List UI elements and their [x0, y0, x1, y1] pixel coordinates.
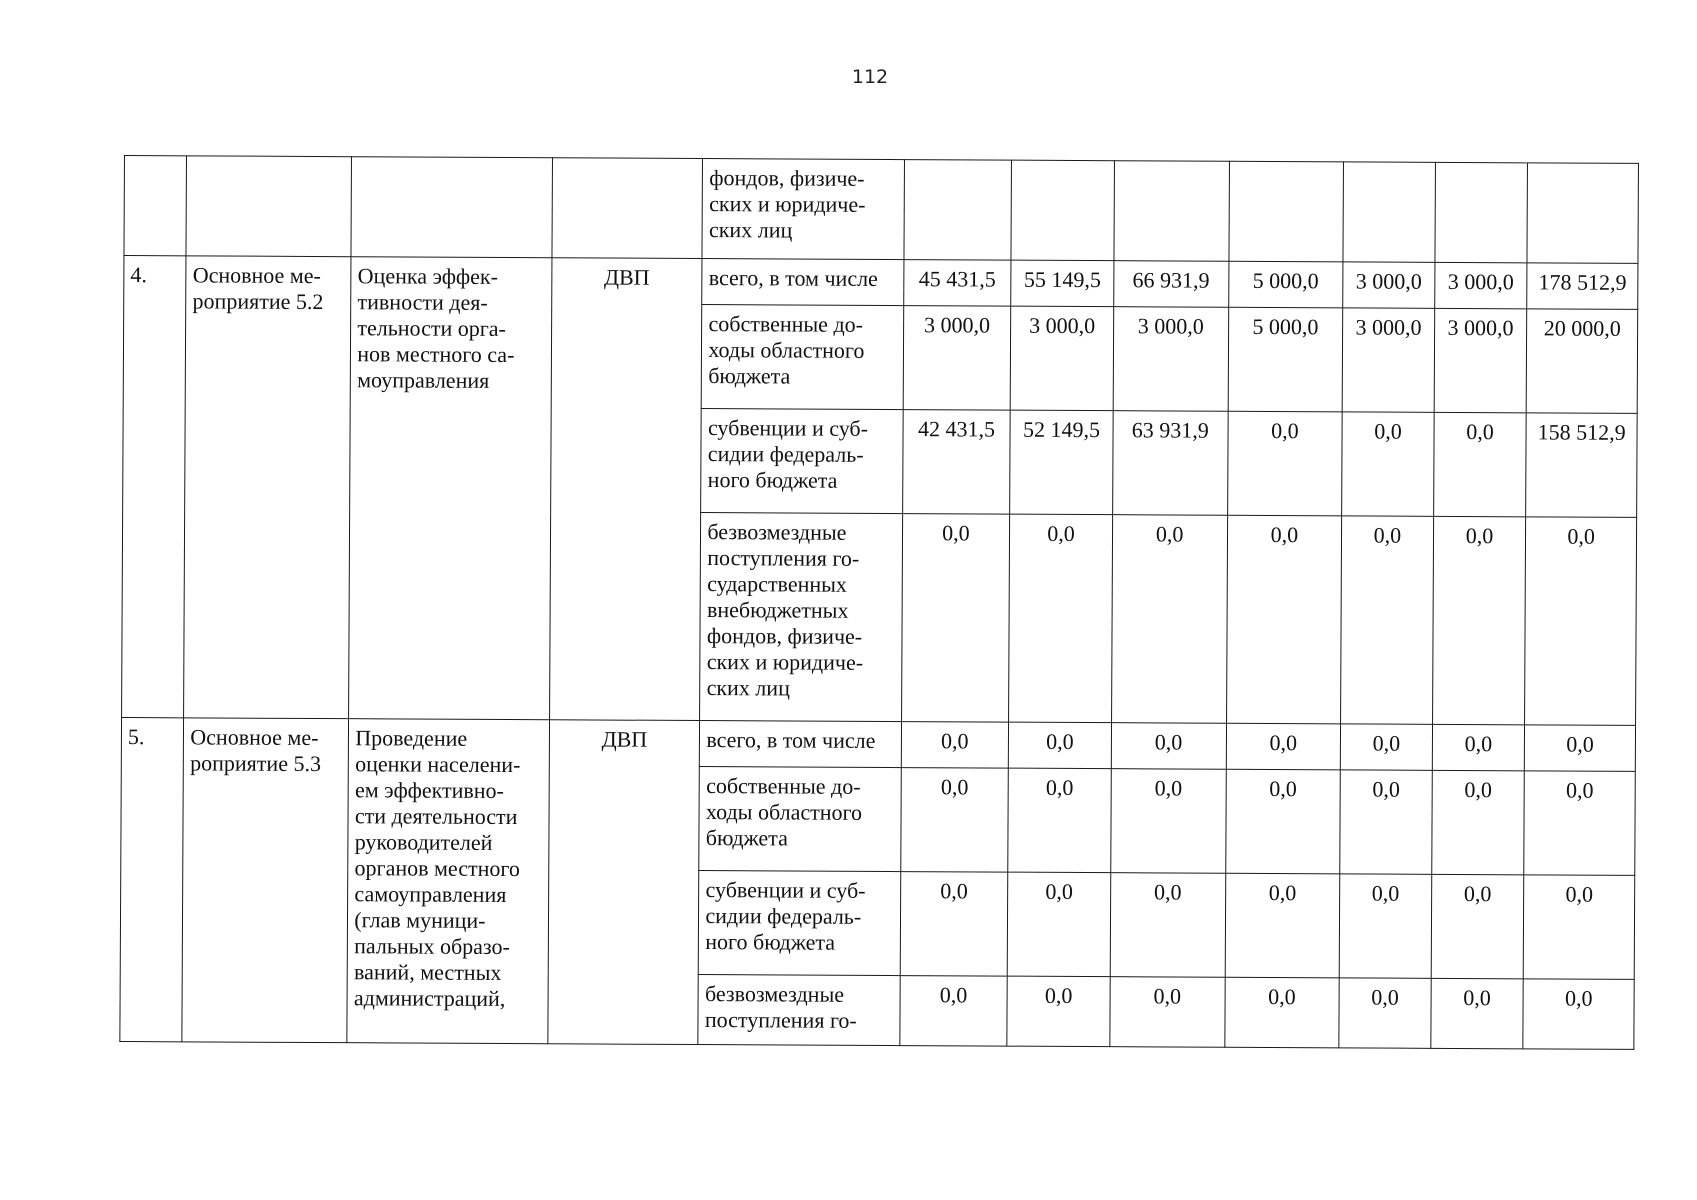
event-description: Проведение оценки населени- ем эффективно- сти деятельности руководителей органов местного самоуправления (глав муници- пальных образо- ваний, местных администраций,: [347, 719, 549, 1044]
value-cell: 55 149,5: [1011, 260, 1114, 307]
funding-source-label: безвозмездные поступления го-: [698, 975, 900, 1046]
value-cell: 0,0: [1342, 412, 1434, 516]
continuation-row: [124, 156, 1639, 264]
value-cell-empty: [1228, 161, 1343, 262]
value-cell: 42 431,5: [902, 410, 1010, 515]
value-cell: 0,0: [1339, 978, 1431, 1048]
value-cell: 0,0: [1431, 874, 1524, 978]
executor: ДВП: [547, 720, 700, 1045]
event-title: Основное ме- роприятие 5.2: [184, 256, 351, 719]
page-number: 112: [851, 66, 889, 88]
funding-source-label: всего, в том числе: [702, 259, 903, 306]
value-cell: 0,0: [1111, 769, 1226, 874]
value-cell: 0,0: [1007, 872, 1110, 977]
funding-source-label: субвенции и суб- сидии федераль- ного бюджета: [701, 409, 903, 514]
value-cell-empty: [1343, 162, 1435, 262]
value-cell: 0,0: [900, 768, 1008, 873]
value-cell: 0,0: [900, 872, 1008, 977]
value-cell: 0,0: [1340, 724, 1432, 770]
value-cell-empty: [1527, 163, 1638, 264]
funding-source-label: фондов, физиче- ских и юридиче- ских лиц: [702, 159, 904, 260]
value-cell: 3 000,0: [1434, 262, 1527, 308]
value-cell: 0,0: [1339, 874, 1431, 978]
value-cell: 0,0: [1111, 723, 1226, 770]
value-cell: 5 000,0: [1228, 307, 1343, 412]
value-cell: 0,0: [1225, 769, 1340, 874]
value-cell: 45 431,5: [903, 260, 1011, 307]
cell-event-empty: [186, 156, 351, 257]
value-cell: 0,0: [1110, 873, 1225, 978]
value-cell-total: 0,0: [1523, 979, 1634, 1050]
funding-source-label: всего, в том числе: [700, 721, 901, 768]
funding-source-label: собственные до- ходы областного бюджета: [699, 767, 901, 872]
budget-table: [119, 155, 1639, 1050]
value-cell: 0,0: [1007, 976, 1110, 1047]
cell-name-empty: [351, 157, 552, 258]
value-cell: 0,0: [899, 976, 1007, 1047]
cell-number-empty: [124, 156, 187, 256]
funding-source-label: безвозмездные поступления го- сударственных внебюджетных фондов, физиче- ских и юридиче- ских лиц: [700, 513, 902, 722]
value-cell: 0,0: [1431, 770, 1524, 874]
value-cell: 0,0: [1111, 515, 1227, 724]
value-cell: 0,0: [1341, 516, 1434, 724]
value-cell-total: 178 512,9: [1527, 263, 1638, 310]
value-cell: 0,0: [1432, 516, 1526, 724]
value-cell-total: 0,0: [1523, 875, 1634, 980]
value-cell-total: 0,0: [1524, 771, 1635, 876]
value-cell-total: 20 000,0: [1526, 309, 1637, 414]
value-cell-total: 0,0: [1525, 517, 1637, 726]
value-cell: 66 931,9: [1114, 261, 1229, 308]
value-cell: 0,0: [901, 514, 1010, 723]
value-cell: 3 000,0: [903, 306, 1011, 411]
value-cell-empty: [1114, 161, 1229, 262]
value-cell: 0,0: [1432, 724, 1525, 770]
table-row: [124, 256, 1638, 310]
value-cell: 0,0: [1226, 723, 1341, 770]
value-cell: 0,0: [1110, 977, 1225, 1048]
event-title: Основное ме- роприятие 5.3: [182, 718, 349, 1043]
row-number: 4.: [122, 256, 187, 718]
value-cell-total: 158 512,9: [1526, 413, 1637, 518]
value-cell: 0,0: [901, 722, 1009, 769]
value-cell: 3 000,0: [1434, 308, 1527, 412]
funding-source-label: субвенции и суб- сидии федераль- ного бюджета: [699, 871, 901, 976]
value-cell-total: 0,0: [1525, 725, 1636, 772]
value-cell: 0,0: [1009, 722, 1112, 769]
value-cell: 0,0: [1340, 770, 1432, 874]
value-cell: 0,0: [1224, 977, 1339, 1048]
value-cell: 5 000,0: [1228, 261, 1343, 308]
funding-source-label: собственные до- ходы областного бюджета: [702, 305, 904, 410]
value-cell-empty: [904, 160, 1012, 261]
value-cell: 3 000,0: [1113, 307, 1228, 412]
value-cell: 3 000,0: [1010, 306, 1113, 411]
value-cell: 0,0: [1225, 873, 1340, 978]
value-cell-empty: [1011, 160, 1114, 261]
event-description: Оценка эффек- тивности дея- тельности орга- нов местного са- моуправления: [349, 257, 552, 720]
value-cell: 0,0: [1008, 768, 1111, 873]
value-cell: 3 000,0: [1342, 308, 1434, 412]
value-cell: 0,0: [1227, 411, 1342, 516]
value-cell: 0,0: [1433, 412, 1526, 516]
cell-executor-empty: [551, 158, 702, 259]
value-cell: 63 931,9: [1112, 411, 1227, 516]
row-number: 5.: [120, 717, 184, 1041]
value-cell: 3 000,0: [1343, 262, 1435, 308]
value-cell: 0,0: [1009, 514, 1113, 723]
value-cell: 52 149,5: [1010, 410, 1113, 515]
value-cell: 0,0: [1226, 515, 1342, 724]
executor: ДВП: [549, 258, 702, 721]
value-cell: 0,0: [1431, 978, 1524, 1048]
value-cell-empty: [1435, 162, 1528, 262]
table-row: [121, 717, 1635, 771]
